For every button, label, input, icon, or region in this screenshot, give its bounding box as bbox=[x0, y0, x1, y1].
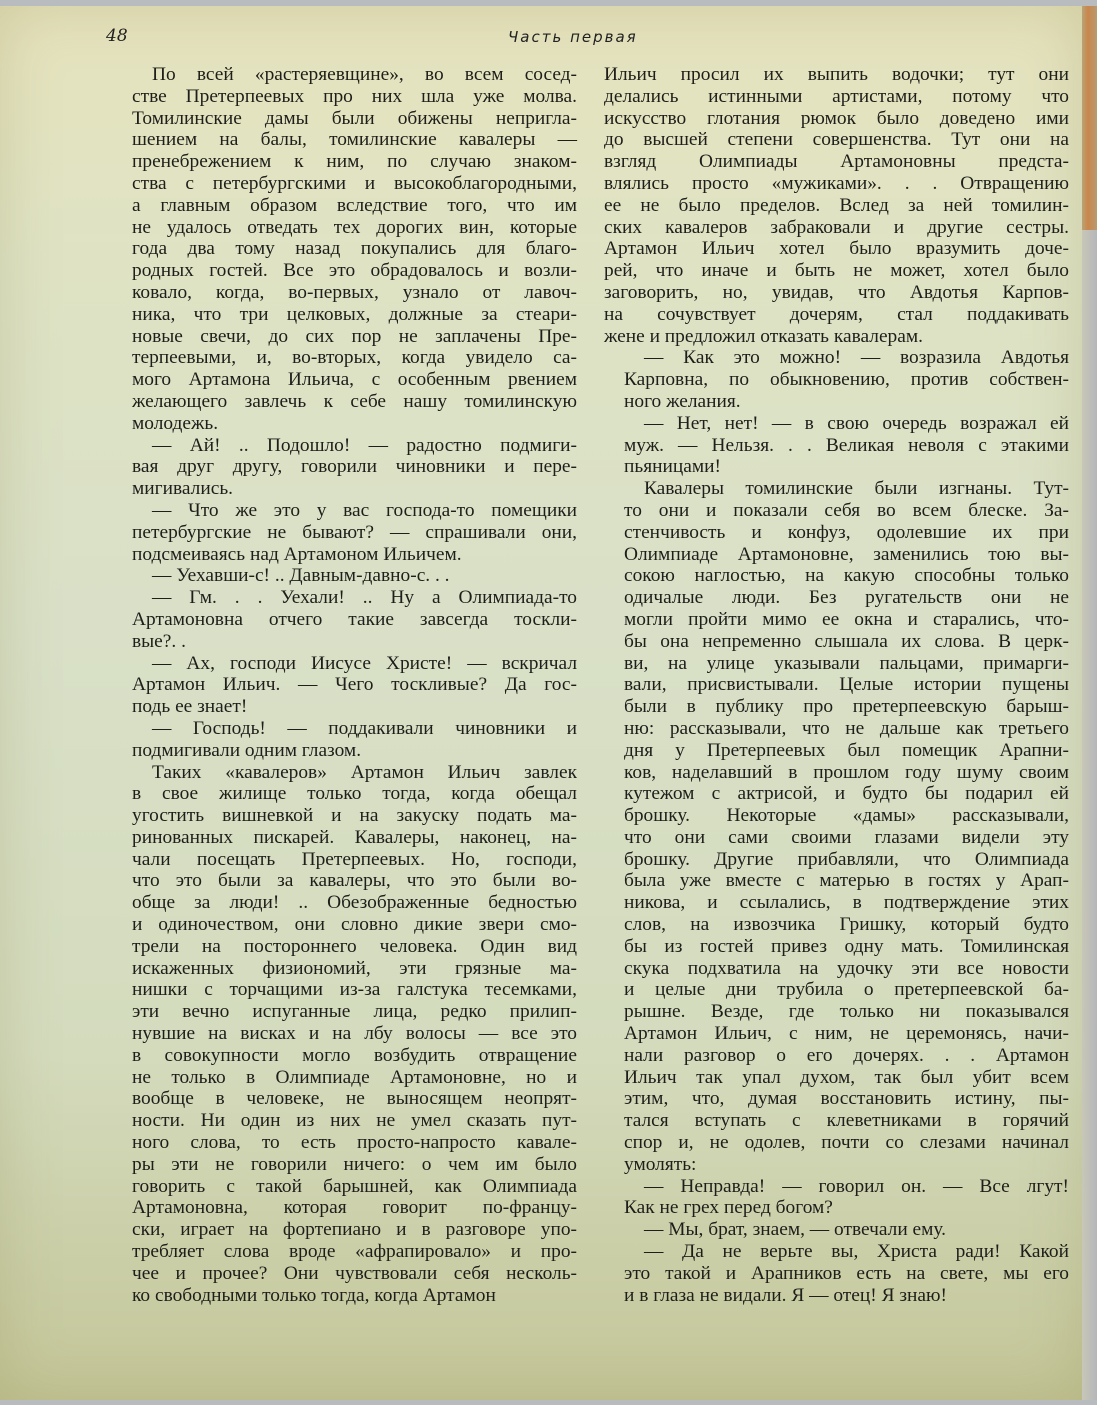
text-line: — Неправда! — говорил он. — Все лгут! bbox=[644, 1175, 1069, 1197]
text-line: нувшие на висках и на лбу волосы — все это bbox=[132, 1023, 577, 1045]
text-line: ринованных пискарей. Кавалеры, наконец, на- bbox=[132, 826, 577, 848]
text-line: была уже вместе с матерью в гостях у Арап- bbox=[624, 870, 1069, 892]
text-line: вали, присвистывали. Целые истории пущены bbox=[624, 674, 1069, 696]
text-line: угостить вишневкой и на закуску подать ма- bbox=[132, 805, 577, 827]
text-line: чее и прочее? Они чувствовали себя несколь- bbox=[132, 1262, 577, 1284]
paragraph bbox=[112, 500, 577, 565]
text-line: мигивались. bbox=[132, 478, 234, 500]
text-line: искаженных физиономий, эти грязные ма- bbox=[132, 957, 577, 979]
text-line: Артамоновна, которая говорит по-францу- bbox=[132, 1197, 577, 1219]
text-line: подь ее знает! bbox=[132, 696, 248, 718]
text-line: ню: рассказывали, что не дальше как третьего bbox=[624, 717, 1069, 739]
text-line: Таких «кавалеров» Артамон Ильич завлек bbox=[152, 761, 577, 783]
text-line: и одиночеством, они словно дикие звери смо- bbox=[132, 914, 577, 936]
text-line: что они сами своими глазами видели эту bbox=[624, 826, 1069, 848]
text-line: стенчивость и конфуз, одолевшие их при bbox=[624, 521, 1069, 543]
paragraph bbox=[112, 762, 577, 1307]
text-line: — Ах, господи Иисусе Христе! — вскричал bbox=[152, 652, 577, 674]
text-line: а главным образом вследствие того, что им bbox=[132, 194, 577, 216]
paragraph bbox=[112, 435, 577, 500]
text-line: делались истинными артистами, потому что bbox=[604, 85, 1069, 107]
text-line: обще за люди! .. Обезображенные бедностью bbox=[132, 892, 577, 914]
text-line: ви, на улице указывали пальцами, примарги- bbox=[624, 652, 1069, 674]
text-line: жене и предложил отказать кавалерам. bbox=[604, 325, 923, 347]
text-line: новые свечи, до сих пор не заплачены Пре- bbox=[132, 325, 577, 347]
text-line: не удалось отведать тех дорогих вин, которые bbox=[132, 216, 577, 238]
text-line: пренебрежением к ним, по случаю знаком- bbox=[132, 151, 577, 173]
text-line: терпеевыми, и, во-вторых, когда увидело са- bbox=[132, 347, 577, 369]
text-line: — Гм. . . Уехали! .. Ну а Олимпиада-то bbox=[152, 587, 577, 609]
text-line: Кавалеры томилинские были изгнаны. Тут- bbox=[644, 478, 1069, 500]
paragraph bbox=[604, 1176, 1069, 1220]
text-line: Карповна, по обыкновению, против собствен- bbox=[624, 369, 1069, 391]
text-line: были в публику про претерпеевскую барыш- bbox=[624, 696, 1069, 718]
text-line: — Нет, нет! — в свою очередь возражал ей bbox=[644, 412, 1069, 434]
text-line: в свое жилище только тогда, когда обещал bbox=[132, 783, 577, 805]
paragraph bbox=[112, 718, 577, 762]
text-line: искусство глотания рюмок было доведено ими bbox=[604, 107, 1069, 129]
text-line: родных гостей. Все это обрадовалось и возли- bbox=[132, 260, 577, 282]
text-line: нишки с торчащими из-за галстука тесемками, bbox=[132, 979, 577, 1001]
text-line: — Да не верьте вы, Христа ради! Какой bbox=[644, 1241, 1069, 1263]
text-line: подмигивали одним глазом. bbox=[132, 739, 362, 761]
text-line: спор и, не одолев, почти со слезами начинал bbox=[624, 1132, 1069, 1154]
paragraph bbox=[604, 1241, 1069, 1306]
text-line: — Мы, брат, знаем, — отвечали ему. bbox=[644, 1219, 947, 1241]
paragraph bbox=[604, 1219, 1069, 1241]
page-edge-shadow bbox=[1082, 230, 1097, 1400]
text-line: никова, и ссылались, в подтверждение этих bbox=[624, 892, 1069, 914]
text-line: требляет слова вроде «афрапировало» и про- bbox=[132, 1241, 577, 1263]
text-line: одичалые люди. Без ругательств они не bbox=[624, 587, 1069, 609]
text-line: Ильич так упал духом, так был убит всем bbox=[624, 1066, 1069, 1088]
paragraph bbox=[112, 565, 577, 587]
text-line: взгляд Олимпиады Артамоновны предста- bbox=[604, 151, 1069, 173]
text-line: сокою наглостью, на какую способны только bbox=[624, 565, 1069, 587]
text-line: трели на постороннего человека. Один вид bbox=[132, 935, 577, 957]
text-line: петербургские не бывают? — спрашивали они, bbox=[132, 521, 577, 543]
paragraph bbox=[112, 64, 577, 435]
text-line: в совокупности могло возбудить отвращение bbox=[132, 1044, 577, 1066]
text-line: и целые дни трубила о претерпеевской ба- bbox=[624, 979, 1069, 1001]
text-line: Томилинские дамы были обижены непригла- bbox=[132, 107, 577, 129]
page-number: 48 bbox=[106, 26, 128, 46]
text-line: Артамон Ильич. — Чего тоскливые? Да гос- bbox=[132, 674, 577, 696]
text-line: подсмеиваясь над Артамоном Ильичем. bbox=[132, 543, 462, 565]
text-line: рышне. Везде, где только ни показывался bbox=[624, 1001, 1069, 1023]
paragraph bbox=[604, 478, 1069, 1176]
text-line: влялись просто «мужиками». . . Отвращению bbox=[604, 172, 1069, 194]
paragraph bbox=[604, 347, 1069, 412]
right-text-column bbox=[604, 64, 1069, 1306]
text-line: ков, наделавший в прошлом году шуму своим bbox=[624, 761, 1069, 783]
text-line: ного слова, то есть просто-напросто кавале- bbox=[132, 1132, 577, 1154]
text-line: скука подхватила на удочку эти все новости bbox=[624, 957, 1069, 979]
text-line: кутежом с актрисой, и будто бы подарил ей bbox=[624, 783, 1069, 805]
text-line: — Господь! — поддакивали чиновники и bbox=[152, 717, 577, 739]
text-line: — Как это можно! — возразила Авдотья bbox=[644, 347, 1069, 369]
left-text-column bbox=[112, 64, 577, 1306]
text-line: ника, что три целковых, должные за стеари- bbox=[132, 303, 577, 325]
text-line: ски, играет на фортепиано и в разговоре упо- bbox=[132, 1219, 577, 1241]
text-line: желающего завлечь к себе нашу томилинскую bbox=[132, 390, 577, 412]
text-line: умолять: bbox=[624, 1153, 697, 1175]
text-line: ее не было пределов. Вслед за ней томилин- bbox=[604, 194, 1069, 216]
text-line: ко свободными только тогда, когда Артамон bbox=[132, 1284, 496, 1306]
text-line: муж. — Нельзя. . . Великая неволя с этакими bbox=[624, 434, 1069, 456]
text-line: брошку. Другие прибавляли, что Олимпиада bbox=[624, 848, 1069, 870]
text-line: бы она непременно слышала их слова. В церк- bbox=[624, 630, 1069, 652]
text-line: ковало, когда, во-первых, узнало от лавоч- bbox=[132, 281, 577, 303]
text-line: на сочувствует дочерям, стал поддакивать bbox=[604, 303, 1069, 325]
paragraph bbox=[112, 653, 577, 718]
text-line: рей, что иначе и быть не может, хотел было bbox=[604, 260, 1069, 282]
text-line: и в глаза не видали. Я — отец! Я знаю! bbox=[624, 1284, 947, 1306]
text-line: ного желания. bbox=[624, 390, 741, 412]
text-line: Артамон Ильич, с ним, не церемонясь, начи- bbox=[624, 1023, 1069, 1045]
text-line: этим, что, думая восстановить истину, пы- bbox=[624, 1088, 1069, 1110]
paragraph bbox=[604, 64, 1069, 347]
text-line: могли пройти мимо ее окна и старались, что- bbox=[624, 608, 1069, 630]
text-line: слов, на извозчика Гришку, который будто bbox=[624, 914, 1069, 936]
text-line: бы из гостей привез одну мать. Томилинская bbox=[624, 935, 1069, 957]
text-line: вые?. . bbox=[132, 630, 186, 652]
section-title: Часть первая bbox=[508, 28, 638, 46]
running-head bbox=[0, 26, 1082, 56]
text-line: Как не грех перед богом? bbox=[624, 1197, 833, 1219]
paragraph bbox=[112, 587, 577, 652]
text-line: ских кавалеров забраковали и другие сестры. bbox=[604, 216, 1069, 238]
text-line: что это были за кавалеры, что это были во- bbox=[132, 870, 577, 892]
text-line: По всей «растеряевщине», во всем сосед- bbox=[152, 64, 577, 85]
text-line: стве Претерпеевых про них шла уже молва. bbox=[132, 85, 577, 107]
text-line: Артамон Ильич хотел было вразумить доче- bbox=[604, 238, 1069, 260]
text-line: молодежь. bbox=[132, 412, 219, 434]
text-line: это такой и Арапников есть на свете, мы его bbox=[624, 1262, 1069, 1284]
text-line: нали разговор о его дочерях. . . Артамон bbox=[624, 1044, 1069, 1066]
text-line: шением на балы, томилинские кавалеры — bbox=[132, 129, 577, 151]
text-line: тался вступать с клеветниками в горячий bbox=[624, 1110, 1069, 1132]
text-line: — Что же это у вас господа-то помещики bbox=[152, 499, 577, 521]
text-line: ства с петербургскими и высокоблагородными, bbox=[132, 172, 577, 194]
text-line: заговорить, но, увидав, что Авдотья Карпов- bbox=[604, 281, 1069, 303]
text-line: ности. Ни один из них не умел сказать пут- bbox=[132, 1110, 577, 1132]
text-line: года два тому назад покупались для благо- bbox=[132, 238, 577, 260]
text-line: — Ай! .. Подошло! — радостно подмиги- bbox=[152, 434, 577, 456]
text-line: вообще в человеке, не выносящем неопрят- bbox=[132, 1088, 577, 1110]
text-line: мого Артамона Ильича, с особенным рвением bbox=[132, 369, 577, 391]
text-line: Олимпиаде Артамоновне, заменились тою вы- bbox=[624, 543, 1069, 565]
text-line: ры эти не говорили ничего: о чем им было bbox=[132, 1153, 577, 1175]
text-line: чали посещать Претерпеевых. Но, господи, bbox=[132, 848, 577, 870]
text-line: до высшей степени совершенства. Тут они на bbox=[604, 129, 1069, 151]
text-line: вая друг другу, говорили чиновники и пере- bbox=[132, 456, 577, 478]
text-line: брошку. Некоторые «дамы» рассказывали, bbox=[624, 805, 1069, 827]
text-line: — Уехавши-с! .. Давным-давно-с. . . bbox=[152, 565, 450, 587]
text-line: говорить с такой барышней, как Олимпиада bbox=[132, 1175, 577, 1197]
text-line: дня у Претерпеевых был помещик Арапни- bbox=[624, 739, 1069, 761]
text-line: Ильич просил их выпить водочки; тут они bbox=[604, 64, 1069, 85]
text-line: не только в Олимпиаде Артамоновне, но и bbox=[132, 1066, 577, 1088]
text-line: то они и показали себя во всем блеске. За- bbox=[624, 499, 1069, 521]
text-line: эти вечно испуганные лица, редко прилип- bbox=[132, 1001, 577, 1023]
text-line: Артамоновна отчего такие завсегда тоскли- bbox=[132, 608, 577, 630]
paragraph bbox=[604, 413, 1069, 478]
text-line: пьяницами! bbox=[624, 456, 721, 478]
